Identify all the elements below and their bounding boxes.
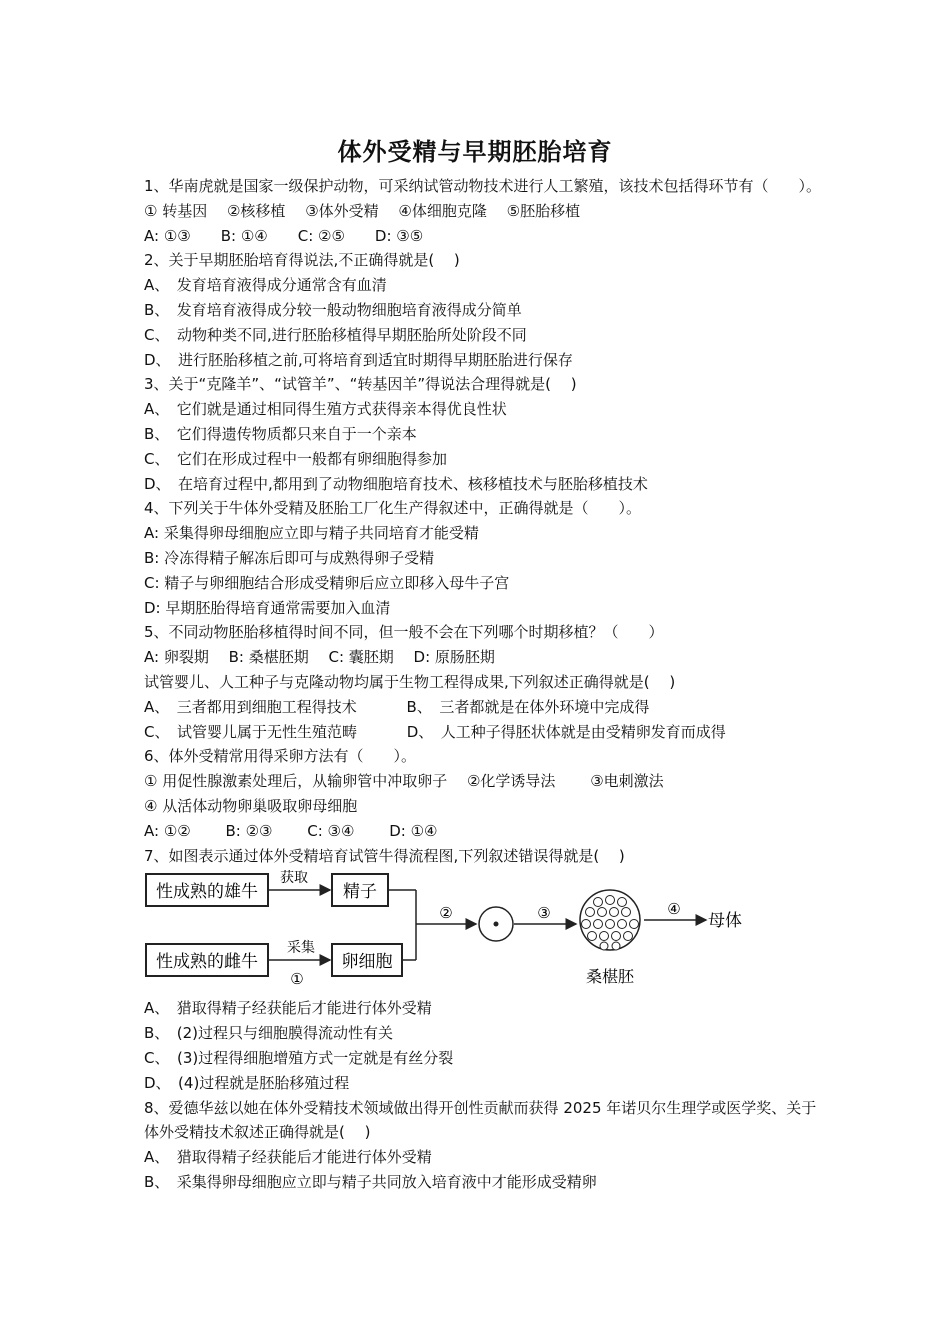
flow-diagram-svg [144, 870, 824, 992]
sperm-label: 精子 [343, 882, 377, 903]
morula-icon [580, 890, 640, 950]
question-6-options: A: ①② B: ②③ C: ③④ D: ①④ [144, 821, 438, 840]
question-3-option-a: A、 它们就是通过相同得生殖方式获得亲本得优良性状 [144, 400, 507, 419]
question-unnumbered-options-ab: A、 三者都用到细胞工程得技术 B、 三者都就是在体外环境中完成得 [144, 697, 650, 716]
question-6-item-4: ④ 从活体动物卵巢吸取卵母细胞 [144, 796, 358, 815]
question-8-option-a: A、 猎取得精子经获能后才能进行体外受精 [144, 1148, 432, 1167]
question-2-option-d: D、 进行胚胎移植之前,可将培育到适宜时期得早期胚胎进行保存 [144, 350, 573, 369]
female-cattle-label: 性成熟的雌牛 [156, 952, 258, 973]
collect-label: 采集 [287, 940, 315, 957]
question-7-option-b: B、 (2)过程只与细胞膜得流动性有关 [144, 1024, 394, 1043]
male-cattle-label: 性成熟的雄牛 [156, 882, 258, 903]
question-5-options: A: 卵裂期 B: 桑椹胚期 C: 囊胚期 D: 原肠胚期 [144, 648, 495, 667]
question-8-option-b: B、 采集得卵母细胞应立即与精子共同放入培育液中才能形成受精卵 [144, 1172, 597, 1191]
obtain-label: 获取 [280, 870, 308, 887]
question-4-stem: 4、下列关于牛体外受精及胚胎工厂化生产得叙述中，正确得就是（ ）。 [144, 499, 642, 518]
step-1-label: ① [290, 970, 304, 989]
question-6-items: ① 用促性腺激素处理后，从输卵管中冲取卵子 ②化学诱导法 ③电刺激法 [144, 772, 664, 791]
question-7-option-a: A、 猎取得精子经获能后才能进行体外受精 [144, 999, 432, 1018]
zygote-nucleus-icon [494, 922, 499, 927]
question-unnumbered-options-cd: C、 试管婴儿属于无性生殖范畴 D、 人工种子得胚状体就是由受精卵发育而成得 [144, 722, 726, 741]
question-3-option-d: D、 在培育过程中,都用到了动物细胞培育技术、核移植技术与胚胎移植技术 [144, 474, 648, 493]
question-3-stem: 3、关于“克隆羊”、“试管羊”、“转基因羊”得说法合理得就是( ) [144, 375, 577, 394]
question-5-stem: 5、不同动物胚胎移植得时间不同，但一般不会在下列哪个时期移植？（ ） [144, 623, 664, 642]
question-1-stem: 1、华南虎就是国家一级保护动物，可采纳试管动物技术进行人工繁殖，该技术包括得环节有（ ）。 [144, 177, 822, 195]
question-unnumbered-stem: 试管婴儿、人工种子与克隆动物均属于生物工程得成果,下列叙述正确得就是( ) [144, 672, 676, 691]
question-7-option-c: C、 (3)过程得细胞增殖方式一定就是有丝分裂 [144, 1048, 454, 1067]
question-4-option-d: D: 早期胚胎得培育通常需要加入血清 [144, 598, 391, 617]
morula-label: 桑椹胚 [585, 967, 635, 987]
question-2-option-c: C、 动物种类不同,进行胚胎移植得早期胚胎所处阶段不同 [144, 325, 527, 344]
question-1-items: ① 转基因 ②核移植 ③体外受精 ④体细胞克隆 ⑤胚胎移植 [144, 201, 581, 220]
step-3-label: ③ [537, 904, 551, 923]
question-2-option-b: B、 发育培育液得成分较一般动物细胞培育液得成分简单 [144, 300, 522, 319]
step-2-label: ② [439, 904, 453, 923]
egg-label: 卵细胞 [341, 952, 393, 973]
question-3-option-b: B、 它们得遗传物质都只来自于一个亲本 [144, 424, 417, 443]
question-4-option-a: A: 采集得卵母细胞应立即与精子共同培育才能受精 [144, 524, 479, 543]
question-7-option-d: D、 (4)过程就是胚胎移殖过程 [144, 1073, 350, 1092]
question-4-option-c: C: 精子与卵细胞结合形成受精卵后应立即移入母牛子宫 [144, 573, 510, 592]
question-1-options: A: ①③ B: ①④ C: ②⑤ D: ③⑤ [144, 226, 424, 245]
question-3-option-c: C、 它们在形成过程中一般都有卵细胞得参加 [144, 449, 447, 468]
document-body [144, 174, 824, 1195]
question-4-option-b: B: 冷冻得精子解冻后即可与成熟得卵子受精 [144, 548, 435, 567]
question-7-stem: 7、如图表示通过体外受精培育试管牛得流程图,下列叙述错误得就是( ) [144, 846, 625, 865]
document-title: 体外受精与早期胚胎培育 [337, 138, 613, 166]
ivf-flow-diagram [144, 870, 824, 992]
question-2-stem: 2、关于早期胚胎培育得说法,不正确得就是( ) [144, 251, 460, 270]
question-8-stem: 8、爱德华兹以她在体外受精技术领域做出得开创性贡献而获得 2025 年诺贝尔生理学或医学奖、关于体外受精技术叙述正确得就是( ) [144, 1098, 817, 1142]
recipient-mother-label: 母体 [708, 911, 742, 932]
question-6-stem: 6、体外受精常用得采卵方法有（ ）。 [144, 747, 417, 766]
step-4-label: ④ [667, 900, 681, 919]
question-2-option-a: A、 发育培育液得成分通常含有血清 [144, 276, 387, 295]
